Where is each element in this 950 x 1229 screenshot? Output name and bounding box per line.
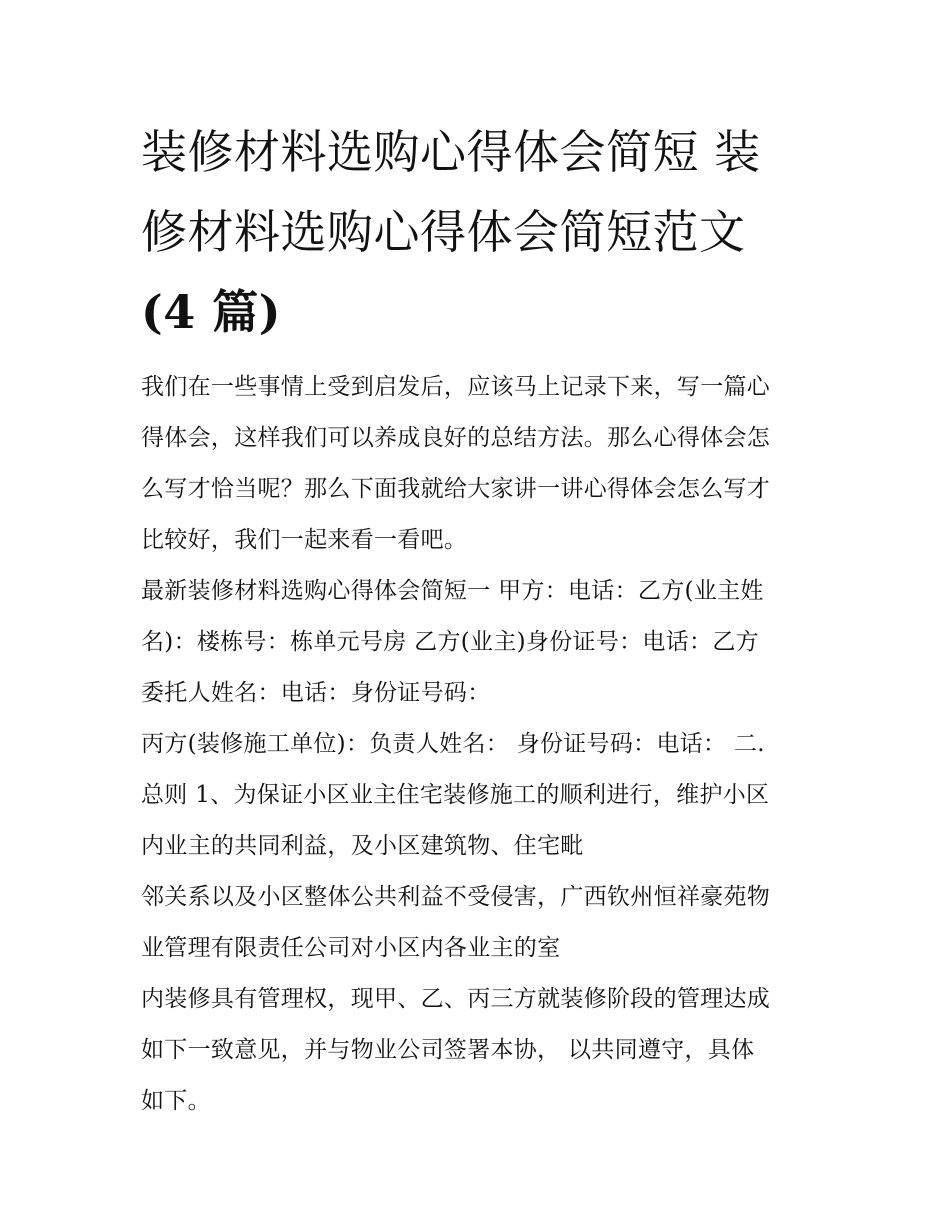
document-content: [141, 112, 813, 1127]
text-line: 总则 1、为保证小区业主住宅装修施工的顺利进行，维护小区: [141, 782, 770, 808]
paragraph-agreement: [141, 974, 813, 1127]
text-line: 么写才恰当呢？那么下面我就给大家讲一讲心得体会怎么写才: [141, 476, 771, 502]
text-line: 内业主的共同利益，及小区建筑物、住宅毗: [141, 833, 584, 859]
text-line: 我们在一些事情上受到启发后，应该马上记录下来，写一篇心: [141, 374, 771, 400]
text-line: 比较好，我们一起来看一看吧。: [141, 527, 468, 553]
text-line: 最新装修材料选购心得体会简短一 甲方：电话：乙方(业主姓: [141, 578, 764, 604]
text-line: 丙方(装修施工单位)：负责人姓名： 身份证号码：电话： 二.: [141, 731, 765, 757]
text-line: 如下一致意见，并与物业公司签署本协， 以共同遵守，具体: [141, 1037, 755, 1063]
text-line: 内装修具有管理权，现甲、乙、丙三方就装修阶段的管理达成: [141, 986, 771, 1012]
paragraph-contractor: [141, 719, 813, 872]
paragraph-property-management: [141, 872, 813, 974]
text-line: 委托人姓名：电话：身份证号码：: [141, 680, 491, 706]
title-line: (4 篇): [141, 285, 282, 339]
paragraph-parties: [141, 566, 813, 719]
text-line: 邻关系以及小区整体公共利益不受侵害，广西钦州恒祥豪苑物: [141, 884, 771, 910]
title-line: 装修材料选购心得体会简短 装: [141, 125, 761, 179]
paragraph-intro: [141, 362, 813, 566]
title-line: 修材料选购心得体会简短范文: [141, 205, 746, 259]
text-line: 名)：楼栋号：栋单元号房 乙方(业主)身份证号：电话：乙方: [141, 629, 759, 655]
document-body: [141, 362, 813, 1127]
text-line: 得体会，这样我们可以养成良好的总结方法。那么心得体会怎: [141, 425, 771, 451]
document-title: [141, 112, 813, 352]
text-line: 业管理有限责任公司对小区内各业主的室: [141, 935, 561, 961]
text-line: 如下。: [141, 1088, 211, 1114]
